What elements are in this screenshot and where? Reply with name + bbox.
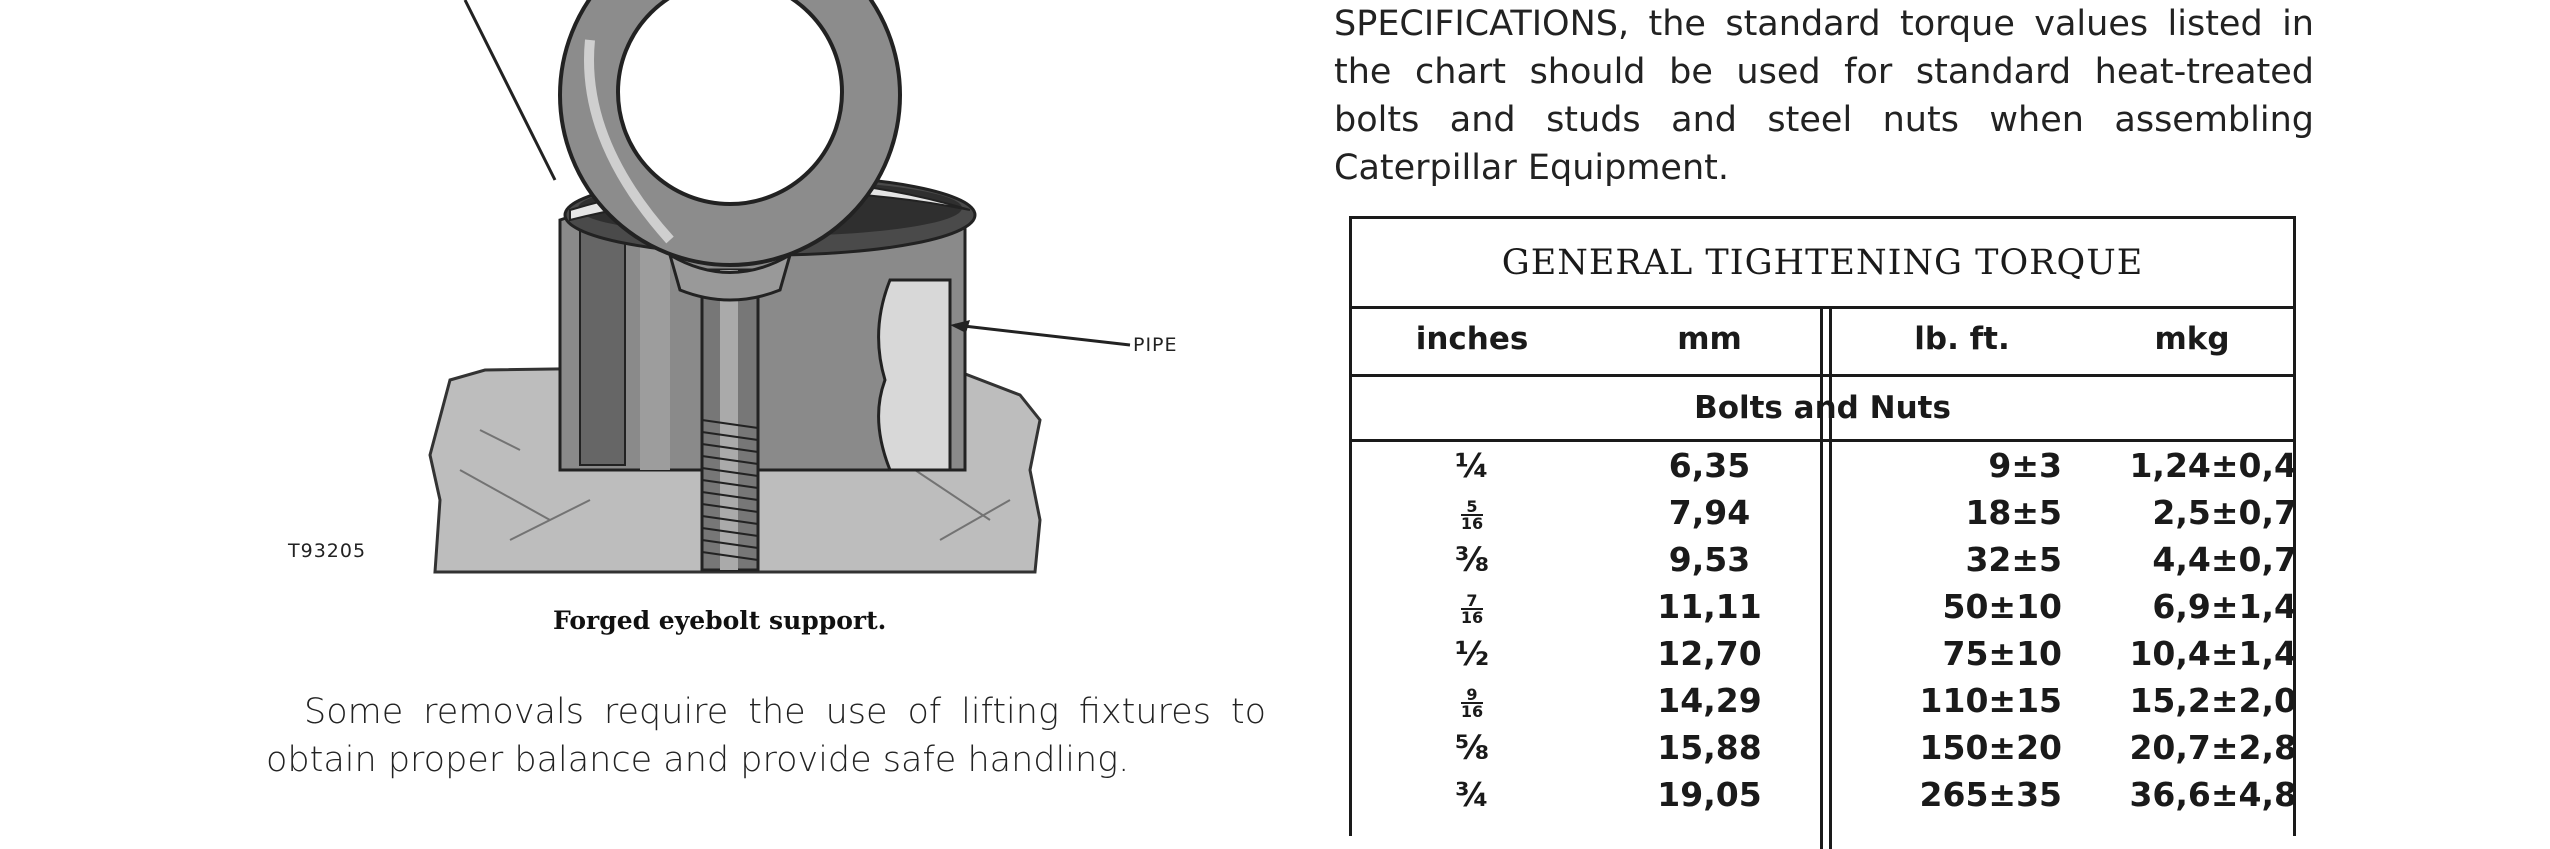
cell-mm: 9,53 xyxy=(1668,540,1751,579)
torque-table xyxy=(1349,216,2296,836)
cell-mkg: 4,4±0,7 xyxy=(2152,540,2297,579)
cell-inches xyxy=(1352,681,1592,720)
cell-inches: ¾ xyxy=(1454,775,1490,814)
eyebolt-figure xyxy=(250,0,1200,590)
cell-lbft: 9±3 xyxy=(1988,446,2062,485)
cell-mm: 14,29 xyxy=(1657,681,1762,720)
left-paragraph-text: Some removals require the use of lifting fixtures to obtain proper balance and provide safe handling. xyxy=(266,692,1266,780)
double-column-rule xyxy=(1820,309,1832,849)
cell-lbft: 75±10 xyxy=(1942,634,2062,673)
cell-mm: 15,88 xyxy=(1657,728,1762,767)
fraction-numerator: 5 xyxy=(1461,499,1483,516)
fraction-denominator: 16 xyxy=(1460,513,1484,533)
cell-mkg: 20,7±2,8 xyxy=(2129,728,2297,767)
cell-mkg: 1,24±0,4 xyxy=(2129,446,2297,485)
cell-inches: ⅜ xyxy=(1454,540,1490,579)
cell-mkg: 36,6±4,8 xyxy=(2129,775,2297,814)
header-mm: mm xyxy=(1677,321,1742,357)
table-title: GENERAL TIGHTENING TORQUE xyxy=(1352,219,2293,309)
cell-inches: ¼ xyxy=(1454,446,1490,485)
header-lbft: lb. ft. xyxy=(1914,321,2010,357)
figure-code: T93205 xyxy=(288,540,367,562)
cell-mm: 7,94 xyxy=(1668,493,1751,532)
left-paragraph xyxy=(266,688,1266,784)
cell-lbft: 32±5 xyxy=(1965,540,2062,579)
header-inches: inches xyxy=(1415,321,1529,357)
cell-mm: 12,70 xyxy=(1657,634,1762,673)
cell-inches xyxy=(1352,587,1592,626)
fraction-numerator: 7 xyxy=(1461,593,1483,610)
section-bolts-and-nuts: Bolts and Nuts xyxy=(1352,377,2293,442)
cell-mkg: 15,2±2,0 xyxy=(2129,681,2297,720)
cell-mm: 19,05 xyxy=(1657,775,1762,814)
cell-inches: ½ xyxy=(1454,634,1490,673)
cell-lbft: 265±35 xyxy=(1919,775,2062,814)
pipe-label: PIPE xyxy=(1133,334,1178,356)
cell-lbft: 150±20 xyxy=(1919,728,2062,767)
cell-mkg: 10,4±1,4 xyxy=(2129,634,2297,673)
cell-lbft: 18±5 xyxy=(1965,493,2062,532)
cell-mkg: 2,5±0,7 xyxy=(2152,493,2297,532)
cell-inches: ⅝ xyxy=(1454,728,1490,767)
cell-lbft: 110±15 xyxy=(1919,681,2062,720)
figure-caption: Forged eyebolt support. xyxy=(553,606,887,635)
cell-lbft: 50±10 xyxy=(1942,587,2062,626)
cell-mm: 11,11 xyxy=(1657,587,1762,626)
eyebolt-illustration xyxy=(250,0,1200,590)
intro-paragraph-text: SPECIFICATIONS, the standard torque values listed in the chart should be used for standard heat-treated bolts and studs and steel nuts when assembling Caterpillar Equipment. xyxy=(1334,4,2314,188)
cell-mkg: 6,9±1,4 xyxy=(2152,587,2297,626)
cell-mm: 6,35 xyxy=(1668,446,1751,485)
fraction-denominator: 16 xyxy=(1460,607,1484,627)
fraction-denominator: 16 xyxy=(1460,701,1484,721)
fraction-numerator: 9 xyxy=(1461,687,1483,704)
header-mkg: mkg xyxy=(2154,321,2230,357)
cell-inches xyxy=(1352,493,1592,532)
intro-paragraph xyxy=(1334,0,2314,192)
